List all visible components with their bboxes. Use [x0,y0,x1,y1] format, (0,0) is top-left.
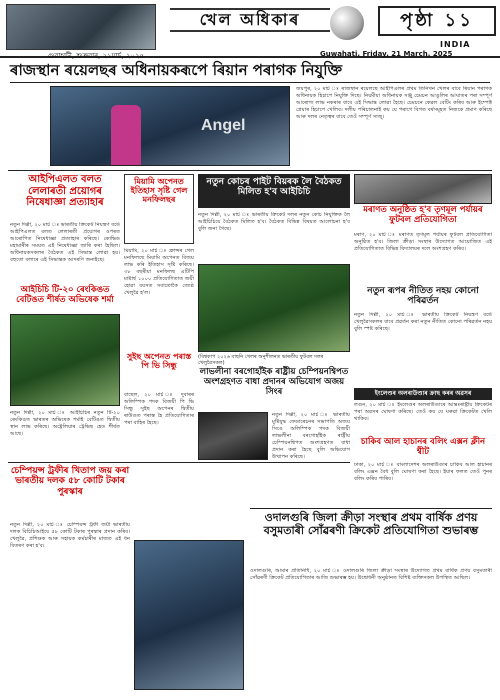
bottom-right-headline: ওদালগুৰি জিলা ক্ৰীড়া সংস্থাৰ প্ৰথম বাৰ্ষিক প্ৰণয় বসুমতাৰী সোঁৱৰণী ক্ৰিকেট প্ৰতিযোগিতা শুভাৰম্ভ [263,511,479,537]
bottom-left-photo [134,540,244,690]
photo-overlay-text: Angel [201,117,246,134]
col1-sub-headline: আইচিচি টি-২০ ৰেংকিঙত বেটিঙত শীৰ্ষত অভিষেক শৰ্মা [16,285,114,305]
divider [8,462,350,463]
masthead-photo [6,4,156,50]
divider [10,82,490,83]
brand-label: INDIA [440,40,471,49]
player-figure [111,105,141,165]
right-banner-body: লণ্ডন, ২০ মাৰ্চ ঃ ইংলেণ্ডৰ অলৰাউণ্ডাৰে আন্তঃৰাষ্ট্ৰীয় ক্ৰিকেটৰ পৰা অৱসৰ ঘোষণা কৰিছে। তেওঁ কয় যে ঘৰুৱা ক্ৰিকেটত খেলি থাকিব। [354,402,492,422]
col2-sub-headline: সুইছ অপেনত পৰাস্ত পি ভি সিন্ধু [126,352,192,371]
right-headline: মৰাণত অনুষ্ঠিত হ'ব তৃণমূল পৰ্যায়ৰ ফুটবল প্ৰতিযোগিতা [363,205,483,225]
col2-headline-box [124,174,194,244]
right-sub2-headline: চাকিব আল হাচানৰ বলিং এক্সন ক্লীন শ্বীট [360,437,486,457]
col1-photo [10,314,120,406]
masthead [0,0,500,58]
lead-headline: ৰাজস্থান ৰয়েলছৰ অধিনায়কৰূপে ৰিয়ান পৰাগক নিযুক্তি [10,61,343,79]
right-sub2-body: ঢাকা, ২০ মাৰ্চ ঃ বাংলাদেশৰ অলৰাউণ্ডাৰ চাকিব আল হাচানৰ বলিং এক্সন বৈধ বুলি ঘোষণা কৰা হৈছে। ইয়াৰ ফলত তেওঁ পুনৰ বলিং কৰিব পাৰিব। [354,462,492,482]
center-photo [198,264,350,352]
col2-sub-body: বাছেল, ২০ মাৰ্চ ঃ দুবাৰৰ অলিম্পিক পদক বিজয়ী পি ভি সিন্ধু সুইছ অপেনৰ দ্বিতীয় ৰাউণ্ডত পৰাস্ত হৈ প্ৰতিযোগিতাৰ পৰা বাহিৰ হৈছে। [124,392,194,426]
right-photo [354,174,492,204]
bottom-left-headline: চেম্পিয়ন্স ট্ৰফীৰ খিতাপ জয় কৰা ভাৰতীয় দলক ৫৮ কোটি টকাৰ পুৰস্কাৰ [10,466,130,497]
col2-body: মিয়ামি, ২০ মাৰ্চ ঃ ফ্ৰান্সৰ গেল মনফিলছে মিয়ামি অপেনত বিজয় লাভ কৰি ইতিহাস সৃষ্টি কৰিছে। ৩৮ বছৰীয়া মনফিলছ এটিপি মাষ্টাৰ্ছ ১০০০ প্ৰতিযোগিতাত জয়ী হোৱা বয়সত সবাতোকৈ জ্যেষ্ঠ খেলুৱৈ হ'ল। [124,248,194,296]
center-sub-photo [198,412,268,460]
divider [250,508,492,509]
lead-body: জয়পুৰ, ২০ মাৰ্চ ঃ ৰাজস্থান ৰয়েলছে আইপিএলৰ প্ৰথম তিনিখন খেলৰ বাবে ৰিয়ান পৰাগক অধিনায়ক হিচাপে নিযুক্তি দিছে। নিয়মীয়া অধিনায়ক সঞ্জু চেমচন আঙুলিৰ আঘাতৰ পৰা সম্পূৰ্ণ আৰোগ্য লাভ নকৰাৰ বাবে এই সিদ্ধান্ত লোৱা হৈছে। চেমচনে কেৱল বেটিং কৰিব আৰু ইম্পেক্ট প্লেয়াৰ হিচাপে খেলিব। দলীয় পৰিচালনাই কয় যে পৰাগে বিগত বৰ্ষসমূহত নিজকে প্ৰমাণ কৰিছে আৰু দলৰ নেতৃত্বৰ বাবে তেওঁ সম্পূৰ্ণ সাজু। [296,86,492,120]
right-body: মৰাণ, ২০ মাৰ্চ ঃ মৰাণত তৃণমূল পৰ্যায়ৰ ফুটবল প্ৰতিযোগিতা অনুষ্ঠিত হ'ব। জিলা ক্ৰীড়া সংস্থাৰ উদ্যোগত আয়োজিত এই প্ৰতিযোগিতাত বিভিন্ন বিদ্যালয়ৰ দলে অংশগ্ৰহণ কৰিব। [354,232,492,252]
lead-photo [50,86,290,166]
bottom-right-body: ওদালগুৰি, আমাৰ প্ৰতিনিধি, ২০ মাৰ্চ ঃ ওদালগুৰি জিলা ক্ৰীড়া সংস্থাৰ উদ্যোগত প্ৰথম বাৰ্ষিক প্ৰণয় বসুমতাৰী সোঁৱৰণী ক্ৰিকেট প্ৰতিযোগিতাৰ আজি শুভাৰম্ভ হয়। উদ্বোধনী অনুষ্ঠানত বিশিষ্ট ব্যক্তিসকল উপস্থিত আছিল। [250,568,492,581]
page-number: পৃষ্ঠা ১১ [378,6,496,36]
col1-headline: আইপিএলত বলত লেলাৰতী প্ৰয়োগৰ নিষেধাজ্ঞা প্ৰত্যাহাৰ [26,174,104,208]
right-sub-headline: নতুন ৰূপৰ নীতিত নহয় কোনো পৰিৱৰ্তন [367,286,479,307]
col1-body: নতুন দিল্লী, ২০ মাৰ্চ ঃ ভাৰতীয় ক্ৰিকেট নিয়ন্ত্ৰণ বৰ্ডে আইপিএলত বলত লেলাৰতী প্ৰয়োগৰ ওপৰত আৰোপিত নিষেধাজ্ঞা প্ৰত্যাহাৰ কৰিছে। কোভিড মহামাৰীৰ সময়ত এই নিষেধাজ্ঞা জাৰি কৰা হৈছিল। অধিনায়কসকলৰ বৈঠকত এই সিদ্ধান্ত লোৱা হয়। বহুতো বলাৰে এই সিদ্ধান্তক আদৰণি জনাইছে। [10,222,120,263]
bottom-left-body: নতুন দিল্লী, ২০ মাৰ্চ ঃ চেম্পিয়ন্স ট্ৰফী জয়ী ভাৰতীয় দলক বিচিচিআইয়ে ৫৮ কোটি টকাৰ পুৰস্কাৰ প্ৰদান কৰিব। খেলুৱৈ, প্ৰশিক্ষক আৰু সহায়ক কৰ্মচাৰীৰ মাজত এই ধন বিতৰণ কৰা হ'ব। [10,522,130,549]
center-sub-headline: লাভলীনা বৰগোহাঁইক ৰাষ্ট্ৰীয় চেম্পিয়নশ্বিপত অংশগ্ৰহণত বাধা প্ৰদানৰ অভিযোগ অজয় সিংৰ [199,367,349,397]
cricket-ball-icon [330,6,364,40]
divider [8,170,492,171]
right-sub-body: নতুন দিল্লী, ২০ মাৰ্চ ঃ ভাৰতীয় ক্ৰিকেট নিয়ন্ত্ৰণ বৰ্ডে খেলুৱৈসকলৰ বাবে প্ৰৱৰ্তন কৰা নতুন নীতিত কোনো পৰিৱৰ্তন নহয় বুলি স্পষ্ট কৰিছে। [354,312,492,332]
english-date: Guwahati, Friday, 21 March, 2025 [320,50,453,58]
center-body: নতুন দিল্লী, ২০ মাৰ্চ ঃ ভাৰতীয় ক্ৰিকেট দলৰ নতুন কোচ নিযুক্তিক লৈ আইচিচিয়ে বৈঠকত মিলিত হ'ব। বৈঠকত বিভিন্ন বিষয়ত আলোচনা হ'ব বুলি জনা গৈছে। [198,212,350,232]
right-banner: ইংলেণ্ডৰ অলৰাউণ্ডাৰ ক্ৰাছ কৰৰ অৱসৰ [354,388,492,400]
center-sub-body: নতুন দিল্লী, ২০ মাৰ্চ ঃ ভাৰতীয় মুষ্টিযুদ্ধ ফেডাৰেচনৰ সভাপতি অজয় সিঙে অলিম্পিক পদক বিজয়ী লাভলীনা বৰগোহাঁইক ৰাষ্ট্ৰীয় চেম্পিয়নশ্বিপত অংশগ্ৰহণত বাধা প্ৰদান কৰা হৈছে বুলি অভিযোগ উত্থাপন কৰিছে। [272,412,350,460]
center-headline: নতুন কোচৰ পাইট বিয়ৰক লৈ বৈঠকত মিলিত হ'ব আইচিচি [198,174,350,208]
section-title: খেল অধিকাৰ [170,8,330,32]
local-date: গুৱাহাটী, শুক্ৰবাৰ, ২১মাৰ্চ, ২০২৫ [48,52,144,60]
col1-sub-body: নতুন দিল্লী, ২০ মাৰ্চ ঃ আইচিচিৰ নতুন টি-২০ ৰেংকিঙত ভাৰতৰ অভিষেক শৰ্মাই বেটিঙত দ্বিতীয় স্থান লাভ কৰিছে। অষ্ট্ৰেলিয়াৰ ট্ৰেভিছ হেড শীৰ্ষত আছে। [10,410,120,437]
center-caption: (বিশ্বকাপ ২০২৬ বাছনি খেলৰ অনুশীলনত ভাৰতীয় ফুটবল দলৰ খেলুৱৈসকল) [198,354,324,366]
col2-headline: মিয়ামি অপেনত ইতিহাস সৃষ্টি গেল মনফিলছৰ [130,177,188,205]
